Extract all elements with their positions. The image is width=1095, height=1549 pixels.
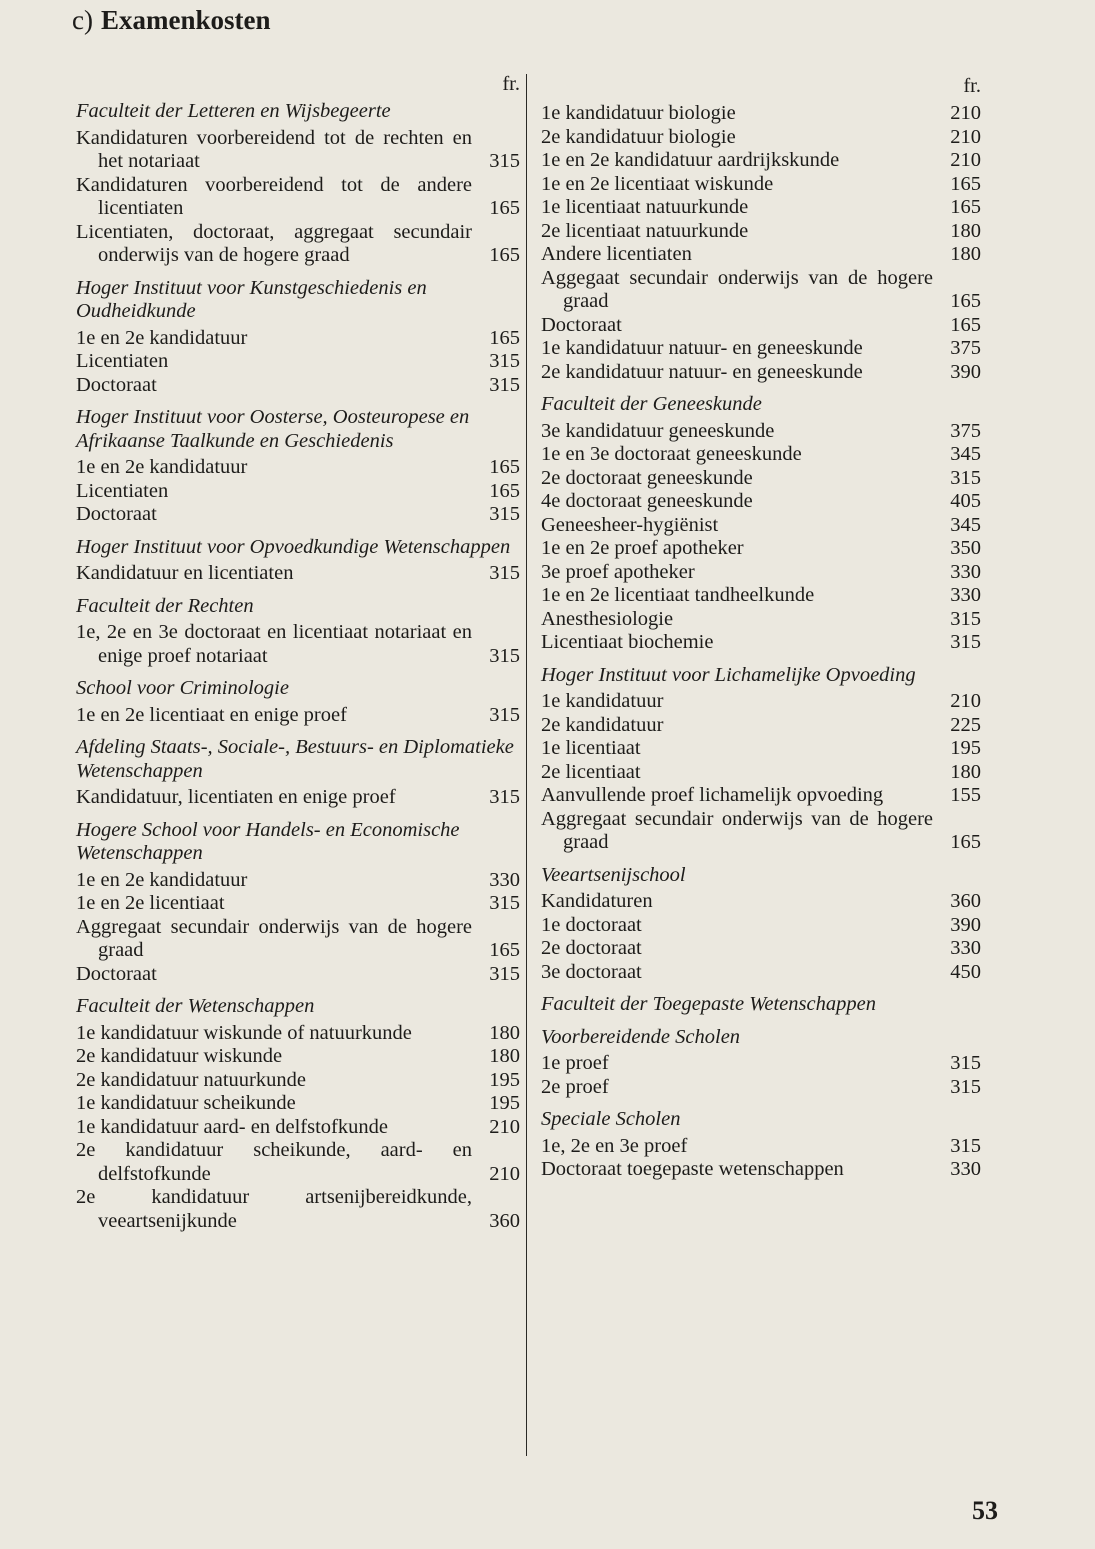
fee-row bbox=[541, 173, 981, 197]
left-sections bbox=[76, 100, 520, 1233]
fee-amount: 165 bbox=[489, 479, 520, 502]
fee-amount: 165 bbox=[489, 326, 520, 349]
fee-amount: 345 bbox=[950, 443, 981, 465]
fee-row bbox=[541, 220, 981, 244]
fee-row bbox=[76, 916, 520, 963]
fee-amount: 195 bbox=[950, 737, 981, 759]
fee-label: Licentiaten, doctoraat, aggregaat secundair onderwijs van de hogere graad bbox=[76, 220, 472, 266]
fee-amount: 360 bbox=[950, 890, 981, 912]
fee-amount: 315 bbox=[489, 703, 520, 726]
fee-row bbox=[76, 621, 520, 668]
fee-row bbox=[541, 690, 981, 714]
fee-amount: 165 bbox=[950, 831, 981, 853]
fee-section bbox=[76, 536, 520, 586]
fee-section bbox=[541, 1026, 981, 1100]
fee-row bbox=[76, 786, 520, 810]
section-title: Examenkosten bbox=[100, 5, 271, 35]
fee-amount: 405 bbox=[950, 490, 981, 512]
fee-row bbox=[541, 314, 981, 338]
fee-amount: 225 bbox=[950, 713, 981, 736]
fee-amount: 330 bbox=[950, 584, 981, 606]
fee-amount: 350 bbox=[950, 537, 981, 559]
fee-amount: 210 bbox=[950, 102, 981, 124]
section-heading: Afdeling Staats-, Sociale-, Bestuurs- en Diplomatieke Wetenschappen bbox=[76, 736, 514, 782]
fee-label: Licentiaten bbox=[76, 350, 169, 372]
fee-amount: 195 bbox=[489, 1092, 520, 1114]
fee-row bbox=[76, 1069, 520, 1093]
fee-amount: 210 bbox=[950, 149, 981, 171]
right-sections bbox=[541, 102, 981, 1182]
fee-amount: 165 bbox=[489, 456, 520, 478]
fee-amount: 375 bbox=[950, 337, 981, 359]
fee-amount: 330 bbox=[950, 560, 981, 583]
fee-row bbox=[541, 937, 981, 961]
fee-row bbox=[76, 221, 520, 268]
fee-amount: 210 bbox=[489, 1115, 520, 1138]
fee-label: Kandidaturen voorbereidend tot de rechten en het notariaat bbox=[76, 126, 472, 172]
fee-label: 3e proef apotheker bbox=[541, 560, 695, 583]
fee-amount: 180 bbox=[950, 243, 981, 265]
section-heading: Hoger Instituut voor Kunstgeschiedenis en Oudheidkunde bbox=[76, 276, 427, 322]
fee-row bbox=[541, 490, 981, 514]
fee-label: Andere licentiaten bbox=[541, 243, 692, 265]
fee-amount: 315 bbox=[950, 466, 981, 489]
fee-section bbox=[76, 677, 520, 727]
fee-label: 1e kandidatuur aard- en delfstofkunde bbox=[76, 1115, 388, 1138]
fee-label: Kandidaturen voorbereidend tot de andere licentiaten bbox=[76, 173, 472, 219]
fee-amount: 165 bbox=[950, 196, 981, 218]
fee-amount: 165 bbox=[950, 172, 981, 195]
fee-label: 1e kandidatuur scheikunde bbox=[76, 1092, 296, 1114]
fee-amount: 165 bbox=[489, 939, 520, 961]
section-heading: Hoger Instituut voor Oosterse, Oosteuropese en Afrikaanse Taalkunde en Geschiedenis bbox=[76, 406, 470, 452]
fee-row bbox=[541, 1158, 981, 1182]
fee-row bbox=[76, 1116, 520, 1140]
fee-row bbox=[541, 420, 981, 444]
fee-amount: 315 bbox=[950, 1134, 981, 1157]
fee-label: 2e kandidatuur biologie bbox=[541, 125, 736, 148]
fee-amount: 155 bbox=[950, 784, 981, 806]
fee-row bbox=[76, 1139, 520, 1186]
fee-label: Kandidaturen bbox=[541, 890, 653, 912]
fee-section bbox=[541, 1108, 981, 1182]
fee-label: 1e, 2e en 3e proef bbox=[541, 1134, 688, 1157]
fee-row bbox=[76, 704, 520, 728]
fee-amount: 315 bbox=[950, 607, 981, 630]
fee-label: 1e kandidatuur natuur- en geneeskunde bbox=[541, 337, 863, 359]
fee-row bbox=[541, 149, 981, 173]
fee-section bbox=[76, 995, 520, 1233]
fee-section bbox=[76, 819, 520, 987]
fee-amount: 315 bbox=[489, 373, 520, 396]
section-heading: Hoger Instituut voor Lichamelijke Opvoeding bbox=[541, 663, 916, 686]
fee-section bbox=[541, 664, 981, 855]
fee-amount: 315 bbox=[489, 350, 520, 372]
fee-row bbox=[76, 127, 520, 174]
fee-row bbox=[541, 631, 981, 655]
fee-amount: 195 bbox=[489, 1068, 520, 1091]
fee-label: Aggegaat secundair onderwijs van de hogere graad bbox=[541, 266, 933, 312]
fee-row bbox=[541, 914, 981, 938]
fee-row bbox=[541, 890, 981, 914]
page-title bbox=[72, 4, 271, 36]
fee-label: 1e en 3e doctoraat geneeskunde bbox=[541, 443, 802, 465]
fee-row bbox=[541, 561, 981, 585]
fee-row bbox=[76, 374, 520, 398]
fee-row bbox=[76, 892, 520, 916]
fee-amount: 315 bbox=[489, 962, 520, 985]
fee-label: 3e kandidatuur geneeskunde bbox=[541, 419, 775, 442]
fee-label: 2e kandidatuur wiskunde bbox=[76, 1045, 283, 1067]
fee-row bbox=[541, 443, 981, 467]
fee-label: Doctoraat bbox=[76, 503, 157, 525]
fee-amount: 315 bbox=[489, 644, 520, 667]
fee-amount: 390 bbox=[950, 913, 981, 936]
fee-amount: 210 bbox=[950, 125, 981, 148]
section-prefix: c) bbox=[72, 5, 93, 35]
fee-amount: 165 bbox=[489, 197, 520, 219]
fee-row bbox=[541, 761, 981, 785]
fee-amount: 315 bbox=[489, 503, 520, 525]
fee-label: 1e proef bbox=[541, 1052, 609, 1074]
fee-amount: 360 bbox=[489, 1209, 520, 1232]
section-heading: Faculteit der Toegepaste Wetenschappen bbox=[541, 993, 876, 1015]
fee-label: Licentiaten bbox=[76, 479, 169, 502]
section-heading: Hogere School voor Handels- en Economische Wetenschappen bbox=[76, 818, 460, 864]
fee-label: 1e kandidatuur wiskunde of natuurkunde bbox=[76, 1021, 412, 1044]
fee-row bbox=[76, 350, 520, 374]
section-heading: Hoger Instituut voor Opvoedkundige Wetenschappen bbox=[76, 535, 511, 558]
section-heading: Speciale Scholen bbox=[541, 1108, 681, 1130]
fee-label: 1e en 2e kandidatuur bbox=[76, 326, 248, 349]
fee-label: 2e licentiaat natuurkunde bbox=[541, 219, 749, 242]
fee-label: 1e en 2e licentiaat tandheelkunde bbox=[541, 584, 815, 606]
fee-label: 1e en 2e kandidatuur bbox=[76, 868, 248, 891]
fee-amount: 180 bbox=[950, 760, 981, 783]
fee-label: 2e licentiaat bbox=[541, 760, 641, 783]
fee-label: 1e doctoraat bbox=[541, 913, 642, 936]
section-heading: Faculteit der Wetenschappen bbox=[76, 995, 315, 1017]
fee-row bbox=[541, 467, 981, 491]
fee-label: 1e en 2e licentiaat wiskunde bbox=[541, 172, 774, 195]
fee-section bbox=[541, 102, 981, 384]
fee-amount: 165 bbox=[950, 290, 981, 312]
section-heading: Faculteit der Rechten bbox=[76, 594, 254, 617]
fee-label: Aggregaat secundair onderwijs van de hogere graad bbox=[76, 915, 472, 961]
fee-row bbox=[76, 1045, 520, 1069]
fee-label: 2e doctoraat geneeskunde bbox=[541, 466, 753, 489]
fee-label: 1e kandidatuur bbox=[541, 690, 664, 712]
fee-amount: 330 bbox=[950, 1158, 981, 1180]
currency-header-right: fr. bbox=[963, 75, 981, 97]
fee-row bbox=[541, 1076, 981, 1100]
fee-label: Doctoraat toegepaste wetenschappen bbox=[541, 1158, 844, 1180]
fee-amount: 315 bbox=[950, 631, 981, 653]
right-column bbox=[541, 74, 981, 1191]
fee-amount: 330 bbox=[489, 868, 520, 891]
fee-amount: 210 bbox=[950, 690, 981, 712]
fee-section bbox=[541, 864, 981, 985]
currency-header-left: fr. bbox=[502, 73, 520, 95]
fee-label: Aanvullende proef lichamelijk opvoeding bbox=[541, 784, 884, 806]
fee-amount: 375 bbox=[950, 419, 981, 442]
fee-amount: 345 bbox=[950, 513, 981, 536]
fee-row bbox=[541, 1052, 981, 1076]
fee-label: 2e kandidatuur bbox=[541, 713, 664, 736]
fee-label: 1e en 2e kandidatuur bbox=[76, 456, 248, 478]
fee-section bbox=[76, 100, 520, 268]
fee-row bbox=[541, 584, 981, 608]
fee-label: Doctoraat bbox=[76, 373, 157, 396]
fee-amount: 180 bbox=[489, 1021, 520, 1044]
fee-amount: 315 bbox=[489, 892, 520, 914]
fee-label: 2e kandidatuur natuurkunde bbox=[76, 1068, 306, 1091]
fee-row bbox=[76, 503, 520, 527]
fee-row bbox=[541, 243, 981, 267]
fee-amount: 450 bbox=[950, 960, 981, 983]
fee-label: Doctoraat bbox=[541, 313, 622, 336]
fee-amount: 210 bbox=[489, 1162, 520, 1185]
fee-row bbox=[76, 456, 520, 480]
fee-label: 4e doctoraat geneeskunde bbox=[541, 490, 753, 512]
section-heading: Veeartsenijschool bbox=[541, 863, 686, 886]
page-number: 53 bbox=[972, 1496, 998, 1525]
fee-row bbox=[541, 537, 981, 561]
fee-label: 1e en 2e licentiaat en enige proef bbox=[76, 703, 347, 726]
fee-row bbox=[76, 562, 520, 586]
section-heading: Faculteit der Letteren en Wijsbegeerte bbox=[76, 100, 391, 122]
fee-label: 2e doctoraat bbox=[541, 937, 642, 959]
fee-section bbox=[541, 393, 981, 655]
fee-row bbox=[76, 963, 520, 987]
section-heading: Voorbereidende Scholen bbox=[541, 1025, 741, 1048]
fee-label: 1e en 2e licentiaat bbox=[76, 892, 225, 914]
section-heading: Faculteit der Geneeskunde bbox=[541, 393, 762, 415]
fee-row bbox=[541, 361, 981, 385]
fee-row bbox=[541, 337, 981, 361]
fee-row bbox=[541, 514, 981, 538]
fee-row bbox=[541, 608, 981, 632]
fee-label: 1e licentiaat bbox=[541, 737, 641, 759]
fee-row bbox=[541, 196, 981, 220]
fee-label: 3e doctoraat bbox=[541, 960, 642, 983]
fee-label: 2e kandidatuur natuur- en geneeskunde bbox=[541, 360, 863, 383]
column-divider bbox=[526, 74, 527, 1456]
fee-label: Geneesheer-hygiënist bbox=[541, 513, 719, 536]
fee-row bbox=[76, 1186, 520, 1233]
fee-label: Anesthesiologie bbox=[541, 607, 674, 630]
fee-amount: 165 bbox=[950, 313, 981, 336]
fee-amount: 315 bbox=[950, 1075, 981, 1098]
fee-section bbox=[76, 277, 520, 398]
fee-row bbox=[541, 267, 981, 314]
fee-label: 1e kandidatuur biologie bbox=[541, 102, 736, 124]
fee-row bbox=[541, 737, 981, 761]
fee-label: 1e en 2e kandidatuur aardrijkskunde bbox=[541, 149, 840, 171]
fee-label: Licentiaat biochemie bbox=[541, 631, 714, 653]
fee-amount: 330 bbox=[950, 937, 981, 959]
fee-label: 2e proef bbox=[541, 1075, 609, 1098]
fee-amount: 315 bbox=[489, 562, 520, 584]
fee-amount: 315 bbox=[950, 1052, 981, 1074]
fee-label: 1e en 2e proef apotheker bbox=[541, 537, 744, 559]
fee-row bbox=[541, 784, 981, 808]
fee-row bbox=[541, 961, 981, 985]
fee-row bbox=[541, 714, 981, 738]
fee-amount: 165 bbox=[489, 244, 520, 266]
fee-amount: 390 bbox=[950, 360, 981, 383]
fee-section bbox=[76, 736, 520, 810]
fee-row bbox=[541, 1135, 981, 1159]
fee-row bbox=[541, 808, 981, 855]
fee-label: 2e kandidatuur scheikunde, aard- en delfstofkunde bbox=[76, 1139, 472, 1185]
fee-section bbox=[76, 595, 520, 669]
fee-row bbox=[541, 126, 981, 150]
fee-row bbox=[76, 1022, 520, 1046]
fee-label: Doctoraat bbox=[76, 962, 157, 985]
fee-row bbox=[76, 1092, 520, 1116]
left-column bbox=[76, 72, 520, 1242]
fee-section bbox=[76, 406, 520, 527]
fee-amount: 315 bbox=[489, 786, 520, 808]
fee-label: Aggregaat secundair onderwijs van de hogere graad bbox=[541, 807, 933, 853]
fee-row bbox=[541, 102, 981, 126]
fee-row bbox=[76, 174, 520, 221]
fee-amount: 315 bbox=[489, 150, 520, 172]
fee-label: Kandidatuur en licentiaten bbox=[76, 562, 294, 584]
fee-label: Kandidatuur, licentiaten en enige proef bbox=[76, 786, 396, 808]
fee-label: 1e licentiaat natuurkunde bbox=[541, 196, 749, 218]
fee-amount: 180 bbox=[489, 1045, 520, 1067]
fee-row bbox=[76, 327, 520, 351]
fee-label: 2e kandidatuur artsenijbereidkunde, veeartsenijkunde bbox=[76, 1186, 472, 1232]
fee-amount: 180 bbox=[950, 219, 981, 242]
fee-row bbox=[76, 869, 520, 893]
fee-row bbox=[76, 480, 520, 504]
fee-section bbox=[541, 993, 981, 1017]
fee-label: 1e, 2e en 3e doctoraat en licentiaat notariaat en enige proef notariaat bbox=[76, 621, 472, 667]
section-heading: School voor Criminologie bbox=[76, 677, 289, 699]
